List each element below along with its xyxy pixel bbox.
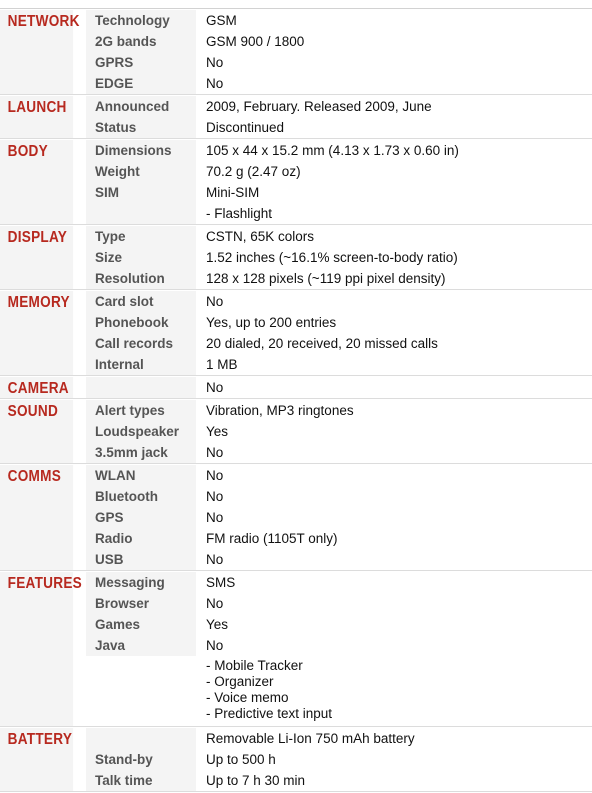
spec-value-line: - Mobile Tracker [206, 658, 303, 673]
spec-row [86, 31, 592, 52]
section-heading: BATTERY [0, 728, 73, 791]
spec-label: Radio [86, 528, 196, 549]
spec-label: GPRS [86, 52, 196, 73]
spec-row [86, 442, 592, 463]
spec-label: Announced [86, 96, 196, 117]
spec-section-body [0, 139, 592, 225]
spec-label: Messaging [86, 572, 196, 593]
spec-value: - Flashlight [206, 206, 273, 221]
spec-value: FM radio (1105T only) [206, 531, 338, 546]
spec-label: Talk time [86, 770, 196, 791]
spec-label: USB [86, 549, 196, 570]
spec-section-sound [0, 399, 592, 464]
spec-value: No [206, 380, 224, 395]
spec-value: 20 dialed, 20 received, 20 missed calls [206, 336, 438, 351]
spec-value: 2009, February. Released 2009, June [206, 99, 432, 114]
spec-value: 70.2 g (2.47 oz) [206, 164, 301, 179]
spec-label: Status [86, 117, 196, 138]
spec-row [86, 182, 592, 203]
spec-value: Mini-SIM [206, 185, 260, 200]
spec-row [86, 749, 592, 770]
spec-row [86, 770, 592, 791]
spec-row [86, 52, 592, 73]
spec-label [86, 728, 196, 749]
spec-row [86, 312, 592, 333]
spec-label: Weight [86, 161, 196, 182]
spec-label: Games [86, 614, 196, 635]
spec-value: Discontinued [206, 120, 285, 135]
spec-row [86, 465, 592, 486]
spec-value: CSTN, 65K colors [206, 229, 315, 244]
spec-value: No [206, 445, 224, 460]
spec-label: Bluetooth [86, 486, 196, 507]
spec-label: Technology [86, 10, 196, 31]
spec-row [86, 400, 592, 421]
spec-value: 105 x 44 x 15.2 mm (4.13 x 1.73 x 0.60 in) [206, 143, 459, 158]
spec-section-camera [0, 376, 592, 399]
spec-section-launch [0, 95, 592, 139]
spec-label: 2G bands [86, 31, 196, 52]
spec-row [86, 614, 592, 635]
spec-value: 1.52 inches (~16.1% screen-to-body ratio) [206, 250, 458, 265]
spec-value: No [206, 596, 224, 611]
spec-label: Dimensions [86, 140, 196, 161]
spec-label: Size [86, 247, 196, 268]
spec-value: SMS [206, 575, 236, 590]
spec-value: Vibration, MP3 ringtones [206, 403, 354, 418]
spec-label [86, 203, 196, 224]
spec-value: GSM [206, 13, 237, 28]
spec-label: SIM [86, 182, 196, 203]
spec-row [86, 291, 592, 312]
spec-section-network [0, 9, 592, 95]
spec-label: Loudspeaker [86, 421, 196, 442]
spec-label: Stand-by [86, 749, 196, 770]
spec-row [86, 656, 592, 726]
spec-row [86, 117, 592, 138]
spec-value-line: - Voice memo [206, 690, 289, 705]
section-heading: FEATURES [0, 572, 73, 726]
spec-value: Up to 500 h [206, 752, 276, 767]
spec-value: Yes, up to 200 entries [206, 315, 337, 330]
section-heading: DISPLAY [0, 226, 73, 289]
spec-row [86, 549, 592, 570]
section-heading: NETWORK [0, 10, 73, 94]
spec-label [86, 377, 196, 398]
spec-row [86, 728, 592, 749]
spec-row [86, 96, 592, 117]
spec-value: No [206, 55, 224, 70]
section-heading: SOUND [0, 400, 73, 463]
spec-value: GSM 900 / 1800 [206, 34, 305, 49]
spec-label: Alert types [86, 400, 196, 421]
spec-label: Internal [86, 354, 196, 375]
spec-row [86, 528, 592, 549]
section-heading: COMMS [0, 465, 73, 570]
spec-row [86, 203, 592, 224]
spec-value: No [206, 552, 224, 567]
spec-value: No [206, 510, 224, 525]
spec-row [86, 161, 592, 182]
spec-row [86, 486, 592, 507]
spec-section-comms [0, 464, 592, 571]
spec-row [86, 507, 592, 528]
spec-row [86, 354, 592, 375]
spec-value: No [206, 468, 224, 483]
section-heading: MEMORY [0, 291, 73, 375]
section-heading: BODY [0, 140, 73, 224]
spec-section-display [0, 225, 592, 290]
spec-row [86, 140, 592, 161]
spec-value: Yes [206, 424, 229, 439]
spec-label: Call records [86, 333, 196, 354]
spec-label: 3.5mm jack [86, 442, 196, 463]
spec-row [86, 247, 592, 268]
spec-label: Java [86, 635, 196, 656]
spec-value: Up to 7 h 30 min [206, 773, 306, 788]
spec-value: Removable Li-Ion 750 mAh battery [206, 731, 415, 746]
spec-label: GPS [86, 507, 196, 528]
spec-row [86, 268, 592, 289]
spec-value: No [206, 638, 224, 653]
spec-section-battery [0, 727, 592, 792]
spec-label: Phonebook [86, 312, 196, 333]
spec-label: Type [86, 226, 196, 247]
spec-value-line: - Predictive text input [206, 706, 333, 721]
spec-row [86, 226, 592, 247]
spec-row [86, 635, 592, 656]
spec-row [86, 572, 592, 593]
spec-section-features [0, 571, 592, 727]
spec-value: No [206, 294, 224, 309]
spec-label: Browser [86, 593, 196, 614]
spec-value: No [206, 489, 224, 504]
spec-row [86, 10, 592, 31]
spec-value [196, 658, 592, 722]
spec-value-line: - Organizer [206, 674, 274, 689]
spec-label: WLAN [86, 465, 196, 486]
spec-row [86, 593, 592, 614]
section-heading: CAMERA [0, 377, 73, 398]
spec-row [86, 73, 592, 94]
spec-value: 1 MB [206, 357, 238, 372]
spec-section-memory [0, 290, 592, 376]
spec-value: No [206, 76, 224, 91]
spec-row [86, 421, 592, 442]
spec-label: EDGE [86, 73, 196, 94]
spec-sheet [0, 8, 592, 792]
spec-value: Yes [206, 617, 229, 632]
spec-row [86, 377, 592, 398]
spec-label: Card slot [86, 291, 196, 312]
section-heading: LAUNCH [0, 96, 73, 138]
spec-label: Resolution [86, 268, 196, 289]
spec-row [86, 333, 592, 354]
spec-value: 128 x 128 pixels (~119 ppi pixel density) [206, 271, 446, 286]
